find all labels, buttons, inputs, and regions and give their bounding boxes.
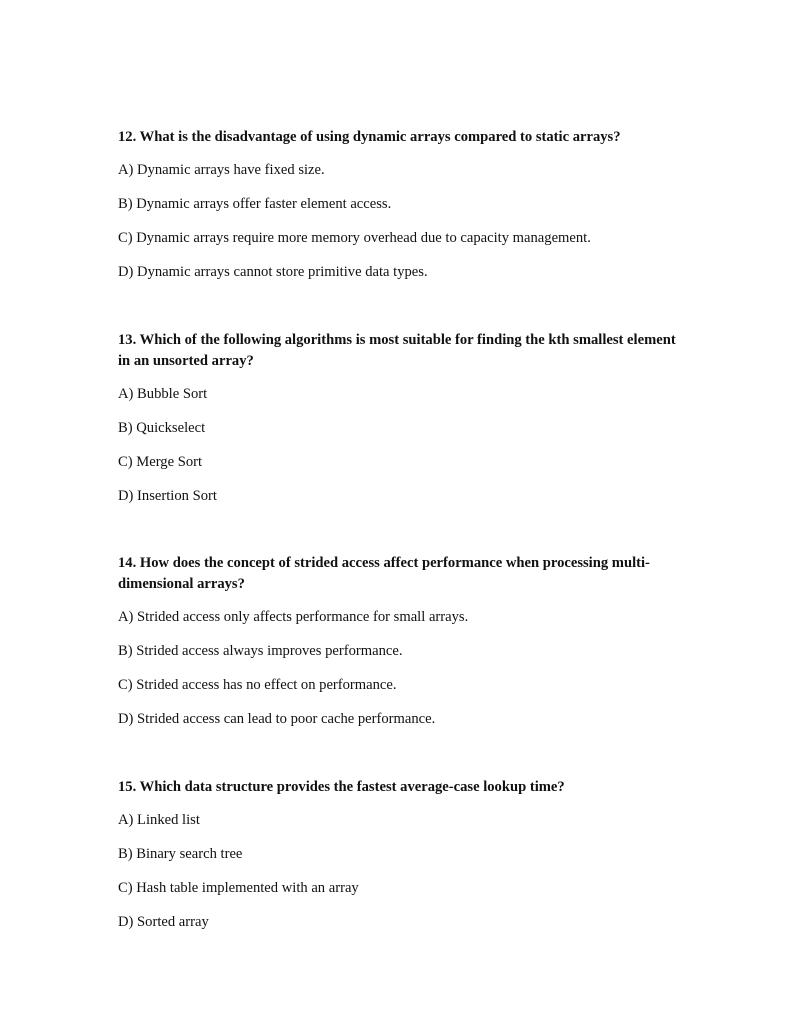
- question-title: 13. Which of the following algorithms is most suitable for finding the kth smallest element in an unsorted array?: [118, 332, 676, 369]
- option-c: C) Strided access has no effect on performance.: [118, 677, 397, 693]
- option-b: B) Quickselect: [118, 420, 206, 436]
- question-15: [118, 777, 678, 930]
- question-13: [118, 330, 678, 504]
- option-a: A) Dynamic arrays have fixed size.: [118, 162, 325, 178]
- option-d: D) Sorted array: [118, 914, 209, 930]
- option-b: B) Binary search tree: [118, 846, 243, 862]
- option-c: C) Dynamic arrays require more memory overhead due to capacity management.: [118, 230, 591, 246]
- option-a: A) Linked list: [118, 812, 200, 828]
- option-d: D) Dynamic arrays cannot store primitive data types.: [118, 264, 428, 280]
- option-c: C) Hash table implemented with an array: [118, 880, 359, 896]
- question-title: 14. How does the concept of strided access affect performance when processing multi-dimensional arrays?: [118, 555, 650, 592]
- question-12: [118, 127, 678, 280]
- question-title: 12. What is the disadvantage of using dynamic arrays compared to static arrays?: [118, 129, 621, 145]
- option-a: A) Bubble Sort: [118, 386, 208, 402]
- option-d: D) Strided access can lead to poor cache performance.: [118, 711, 436, 727]
- option-c: C) Merge Sort: [118, 454, 203, 470]
- option-d: D) Insertion Sort: [118, 488, 217, 504]
- question-14: [118, 553, 678, 727]
- question-title: 15. Which data structure provides the fastest average-case lookup time?: [118, 779, 565, 795]
- option-b: B) Dynamic arrays offer faster element access.: [118, 196, 392, 212]
- option-b: B) Strided access always improves performance.: [118, 643, 403, 659]
- option-a: A) Strided access only affects performance for small arrays.: [118, 609, 469, 625]
